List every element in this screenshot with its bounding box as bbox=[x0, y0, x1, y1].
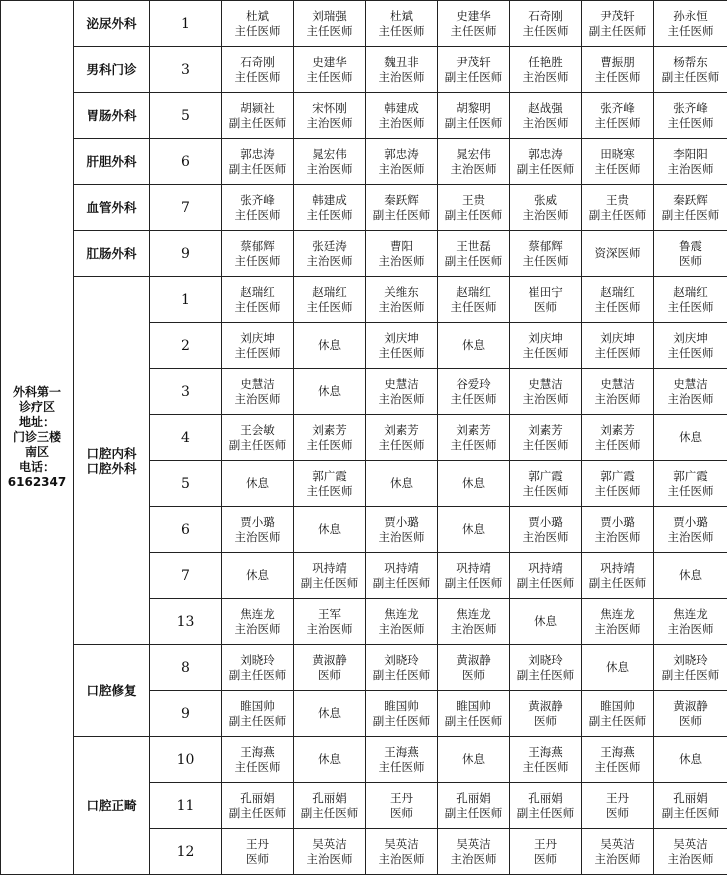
doctor-cell: 休息 bbox=[222, 553, 294, 599]
doctor-cell: 休息 bbox=[438, 323, 510, 369]
department-name: 胃肠外科 bbox=[74, 93, 150, 139]
doctor-cell: 王丹 医师 bbox=[582, 783, 654, 829]
doctor-cell: 张廷涛 主治医师 bbox=[294, 231, 366, 277]
doctor-cell: 刘庆坤 主任医师 bbox=[366, 323, 438, 369]
doctor-cell: 史慧洁 主治医师 bbox=[582, 369, 654, 415]
doctor-cell: 王丹 医师 bbox=[222, 829, 294, 875]
doctor-cell: 巩持靖 副主任医师 bbox=[366, 553, 438, 599]
doctor-cell: 吴英洁 主治医师 bbox=[582, 829, 654, 875]
clinic-area-info: 外科第一 诊疗区 地址： 门诊三楼 南区 电话： 6162347 bbox=[1, 1, 74, 875]
doctor-cell: 刘瑞强 主任医师 bbox=[294, 1, 366, 47]
doctor-cell: 蔡郁辉 主任医师 bbox=[222, 231, 294, 277]
doctor-cell: 史慧洁 主治医师 bbox=[366, 369, 438, 415]
doctor-cell: 休息 bbox=[222, 461, 294, 507]
doctor-cell: 郭忠涛 副主任医师 bbox=[510, 139, 582, 185]
doctor-cell: 王海燕 主任医师 bbox=[222, 737, 294, 783]
doctor-cell: 巩持靖 副主任医师 bbox=[582, 553, 654, 599]
doctor-cell: 王海燕 主任医师 bbox=[366, 737, 438, 783]
doctor-cell: 孔丽娟 副主任医师 bbox=[510, 783, 582, 829]
doctor-cell: 田晓寒 主任医师 bbox=[582, 139, 654, 185]
doctor-cell: 赵瑞红 主任医师 bbox=[222, 277, 294, 323]
doctor-cell: 休息 bbox=[294, 691, 366, 737]
doctor-cell: 史建华 主任医师 bbox=[294, 47, 366, 93]
doctor-cell: 尹茂轩 副主任医师 bbox=[582, 1, 654, 47]
doctor-cell: 黄淑静 医师 bbox=[294, 645, 366, 691]
doctor-cell: 石奇刚 主任医师 bbox=[222, 47, 294, 93]
table-row bbox=[1, 737, 727, 783]
department-name: 男科门诊 bbox=[74, 47, 150, 93]
doctor-cell: 刘素芳 主任医师 bbox=[582, 415, 654, 461]
table-row bbox=[1, 277, 727, 323]
doctor-cell: 巩持靖 副主任医师 bbox=[438, 553, 510, 599]
doctor-cell: 刘庆坤 主任医师 bbox=[654, 323, 727, 369]
department-name: 肛肠外科 bbox=[74, 231, 150, 277]
department-name: 血管外科 bbox=[74, 185, 150, 231]
table-row bbox=[1, 47, 727, 93]
doctor-cell: 赵瑞红 主任医师 bbox=[438, 277, 510, 323]
department-name: 泌尿外科 bbox=[74, 1, 150, 47]
doctor-cell: 韩建成 主任医师 bbox=[294, 185, 366, 231]
doctor-cell: 资深医师 bbox=[582, 231, 654, 277]
doctor-cell: 郭广霞 主任医师 bbox=[654, 461, 727, 507]
doctor-cell: 休息 bbox=[294, 507, 366, 553]
doctor-cell: 焦连龙 主治医师 bbox=[654, 599, 727, 645]
doctor-cell: 王丹 医师 bbox=[510, 829, 582, 875]
doctor-cell: 刘素芳 主任医师 bbox=[438, 415, 510, 461]
doctor-cell: 赵瑞红 主任医师 bbox=[582, 277, 654, 323]
room-number: 6 bbox=[150, 139, 222, 185]
doctor-cell: 晁宏伟 主治医师 bbox=[294, 139, 366, 185]
doctor-cell: 胡黎明 副主任医师 bbox=[438, 93, 510, 139]
doctor-cell: 休息 bbox=[654, 737, 727, 783]
doctor-cell: 魏丑非 主治医师 bbox=[366, 47, 438, 93]
doctor-cell: 孔丽娟 副主任医师 bbox=[654, 783, 727, 829]
doctor-cell: 焦连龙 主治医师 bbox=[438, 599, 510, 645]
doctor-cell: 睢国帅 副主任医师 bbox=[582, 691, 654, 737]
schedule-body bbox=[1, 1, 727, 875]
room-number: 13 bbox=[150, 599, 222, 645]
room-number: 5 bbox=[150, 461, 222, 507]
doctor-cell: 刘晓玲 副主任医师 bbox=[366, 645, 438, 691]
doctor-cell: 郭广霞 主任医师 bbox=[582, 461, 654, 507]
doctor-cell: 孔丽娟 副主任医师 bbox=[438, 783, 510, 829]
table-row bbox=[1, 645, 727, 691]
doctor-cell: 赵瑞红 主任医师 bbox=[654, 277, 727, 323]
doctor-cell: 吴英洁 主治医师 bbox=[654, 829, 727, 875]
doctor-cell: 杜斌 主任医师 bbox=[366, 1, 438, 47]
doctor-cell: 曹阳 主治医师 bbox=[366, 231, 438, 277]
doctor-cell: 休息 bbox=[510, 599, 582, 645]
room-number: 9 bbox=[150, 691, 222, 737]
doctor-cell: 尹茂轩 副主任医师 bbox=[438, 47, 510, 93]
doctor-cell: 休息 bbox=[438, 507, 510, 553]
doctor-cell: 黄淑静 医师 bbox=[510, 691, 582, 737]
doctor-cell: 孙永恒 主任医师 bbox=[654, 1, 727, 47]
doctor-cell: 王会敏 副主任医师 bbox=[222, 415, 294, 461]
department-name: 口腔内科 口腔外科 bbox=[74, 277, 150, 645]
doctor-cell: 史慧洁 主治医师 bbox=[510, 369, 582, 415]
room-number: 6 bbox=[150, 507, 222, 553]
room-number: 11 bbox=[150, 783, 222, 829]
doctor-cell: 休息 bbox=[654, 415, 727, 461]
doctor-cell: 睢国帅 副主任医师 bbox=[438, 691, 510, 737]
doctor-cell: 关维东 主治医师 bbox=[366, 277, 438, 323]
doctor-cell: 休息 bbox=[438, 461, 510, 507]
doctor-cell: 休息 bbox=[366, 461, 438, 507]
doctor-cell: 杜斌 主任医师 bbox=[222, 1, 294, 47]
doctor-cell: 赵战强 主治医师 bbox=[510, 93, 582, 139]
doctor-cell: 睢国帅 副主任医师 bbox=[366, 691, 438, 737]
room-number: 9 bbox=[150, 231, 222, 277]
doctor-cell: 王军 主治医师 bbox=[294, 599, 366, 645]
doctor-cell: 焦连龙 主治医师 bbox=[582, 599, 654, 645]
room-number: 4 bbox=[150, 415, 222, 461]
doctor-cell: 郭广霞 主任医师 bbox=[294, 461, 366, 507]
doctor-cell: 王海燕 主任医师 bbox=[510, 737, 582, 783]
room-number: 5 bbox=[150, 93, 222, 139]
table-row bbox=[1, 139, 727, 185]
department-name: 肝胆外科 bbox=[74, 139, 150, 185]
doctor-cell: 刘晓玲 副主任医师 bbox=[222, 645, 294, 691]
doctor-cell: 贾小璐 主治医师 bbox=[654, 507, 727, 553]
room-number: 2 bbox=[150, 323, 222, 369]
room-number: 7 bbox=[150, 553, 222, 599]
room-number: 7 bbox=[150, 185, 222, 231]
room-number: 3 bbox=[150, 369, 222, 415]
table-row bbox=[1, 185, 727, 231]
doctor-cell: 鲁震 医师 bbox=[654, 231, 727, 277]
doctor-cell: 史慧洁 主治医师 bbox=[222, 369, 294, 415]
doctor-cell: 吴英洁 主治医师 bbox=[438, 829, 510, 875]
doctor-cell: 蔡郁辉 主任医师 bbox=[510, 231, 582, 277]
doctor-cell: 孔丽娟 副主任医师 bbox=[222, 783, 294, 829]
doctor-cell: 李阳阳 主治医师 bbox=[654, 139, 727, 185]
doctor-cell: 贾小璐 主治医师 bbox=[222, 507, 294, 553]
doctor-cell: 晁宏伟 主治医师 bbox=[438, 139, 510, 185]
table-row bbox=[1, 93, 727, 139]
doctor-cell: 张齐峰 主任医师 bbox=[582, 93, 654, 139]
table-row bbox=[1, 1, 727, 47]
doctor-cell: 王贵 副主任医师 bbox=[582, 185, 654, 231]
table-row bbox=[1, 231, 727, 277]
doctor-cell: 睢国帅 副主任医师 bbox=[222, 691, 294, 737]
doctor-cell: 休息 bbox=[294, 737, 366, 783]
doctor-cell: 谷爱玲 主任医师 bbox=[438, 369, 510, 415]
doctor-cell: 张齐峰 主任医师 bbox=[654, 93, 727, 139]
doctor-cell: 刘庆坤 主任医师 bbox=[222, 323, 294, 369]
doctor-cell: 崔田宁 医师 bbox=[510, 277, 582, 323]
doctor-cell: 秦跃辉 副主任医师 bbox=[654, 185, 727, 231]
doctor-cell: 胡颍社 副主任医师 bbox=[222, 93, 294, 139]
doctor-cell: 张齐峰 主任医师 bbox=[222, 185, 294, 231]
doctor-cell: 休息 bbox=[294, 369, 366, 415]
doctor-cell: 休息 bbox=[654, 553, 727, 599]
doctor-cell: 贾小璐 主治医师 bbox=[582, 507, 654, 553]
doctor-cell: 史慧洁 主治医师 bbox=[654, 369, 727, 415]
doctor-cell: 黄淑静 医师 bbox=[438, 645, 510, 691]
doctor-cell: 贾小璐 主治医师 bbox=[510, 507, 582, 553]
doctor-cell: 刘晓玲 副主任医师 bbox=[510, 645, 582, 691]
doctor-cell: 休息 bbox=[294, 323, 366, 369]
doctor-cell: 休息 bbox=[438, 737, 510, 783]
doctor-cell: 王海燕 主任医师 bbox=[582, 737, 654, 783]
room-number: 1 bbox=[150, 1, 222, 47]
doctor-cell: 宋怀刚 主治医师 bbox=[294, 93, 366, 139]
doctor-cell: 刘晓玲 副主任医师 bbox=[654, 645, 727, 691]
doctor-cell: 曹振朋 主任医师 bbox=[582, 47, 654, 93]
doctor-cell: 郭广霞 主任医师 bbox=[510, 461, 582, 507]
doctor-cell: 韩建成 主治医师 bbox=[366, 93, 438, 139]
doctor-cell: 刘素芳 主任医师 bbox=[366, 415, 438, 461]
doctor-cell: 巩持靖 副主任医师 bbox=[510, 553, 582, 599]
room-number: 1 bbox=[150, 277, 222, 323]
doctor-cell: 刘素芳 主任医师 bbox=[510, 415, 582, 461]
doctor-cell: 王贵 副主任医师 bbox=[438, 185, 510, 231]
doctor-cell: 刘庆坤 主任医师 bbox=[582, 323, 654, 369]
doctor-cell: 孔丽娟 副主任医师 bbox=[294, 783, 366, 829]
room-number: 10 bbox=[150, 737, 222, 783]
room-number: 3 bbox=[150, 47, 222, 93]
doctor-cell: 焦连龙 主治医师 bbox=[222, 599, 294, 645]
doctor-cell: 郭忠涛 主治医师 bbox=[366, 139, 438, 185]
doctor-cell: 吴英洁 主治医师 bbox=[294, 829, 366, 875]
room-number: 12 bbox=[150, 829, 222, 875]
department-name: 口腔修复 bbox=[74, 645, 150, 737]
doctor-cell: 史建华 主任医师 bbox=[438, 1, 510, 47]
doctor-cell: 焦连龙 主治医师 bbox=[366, 599, 438, 645]
doctor-cell: 刘庆坤 主任医师 bbox=[510, 323, 582, 369]
department-name: 口腔正畸 bbox=[74, 737, 150, 875]
doctor-cell: 杨帮东 副主任医师 bbox=[654, 47, 727, 93]
doctor-cell: 石奇刚 主任医师 bbox=[510, 1, 582, 47]
doctor-cell: 黄淑静 医师 bbox=[654, 691, 727, 737]
doctor-cell: 郭忠涛 副主任医师 bbox=[222, 139, 294, 185]
doctor-cell: 王世磊 副主任医师 bbox=[438, 231, 510, 277]
doctor-cell: 王丹 医师 bbox=[366, 783, 438, 829]
doctor-cell: 巩持靖 副主任医师 bbox=[294, 553, 366, 599]
doctor-cell: 吴英洁 主治医师 bbox=[366, 829, 438, 875]
doctor-cell: 贾小璐 主治医师 bbox=[366, 507, 438, 553]
doctor-cell: 刘素芳 主任医师 bbox=[294, 415, 366, 461]
doctor-cell: 秦跃辉 副主任医师 bbox=[366, 185, 438, 231]
doctor-cell: 赵瑞红 主任医师 bbox=[294, 277, 366, 323]
doctor-cell: 任艳胜 主治医师 bbox=[510, 47, 582, 93]
room-number: 8 bbox=[150, 645, 222, 691]
doctor-cell: 休息 bbox=[582, 645, 654, 691]
doctor-cell: 张威 主治医师 bbox=[510, 185, 582, 231]
